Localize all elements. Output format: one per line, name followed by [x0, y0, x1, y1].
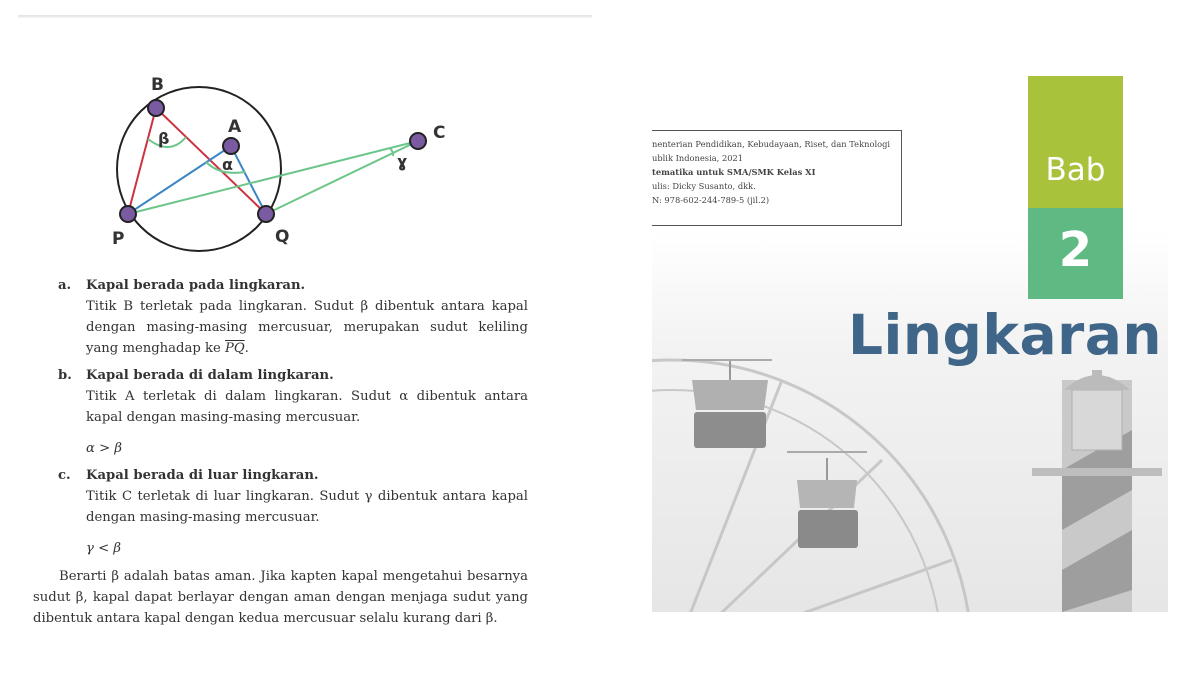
- formula-alpha-beta: α > β: [86, 441, 122, 456]
- item-letter: b.: [58, 368, 72, 383]
- item-b: [58, 365, 528, 459]
- point-a: [223, 138, 239, 154]
- item-text: Titik C terletak di luar lingkaran. Sudut γ dibentuk antara kapal dengan masing-masing mercusuar.: [86, 489, 528, 525]
- item-heading: Kapal berada di luar lingkaran.: [86, 468, 319, 483]
- label-a: A: [228, 117, 242, 137]
- point-p: [120, 206, 136, 222]
- info-line: N: 978-602-244-789-5 (jil.2): [652, 195, 770, 205]
- line-bq: [156, 108, 266, 214]
- circle-outline: [117, 87, 281, 251]
- line-cq: [266, 141, 418, 214]
- info-line: nenterian Pendidikan, Kebudayaan, Riset, dan Teknologi: [652, 139, 891, 149]
- label-q: Q: [275, 227, 290, 247]
- closing-paragraph: Berarti β adalah batas aman. Jika kapten kapal mengetahui besarnya sudut β, kapal dapat berlayar dengan aman dengan menjaga sudut yang dibentuk antara kapal dengan kedua mercusuar selalu kurang dari β.: [33, 569, 528, 626]
- explanation-list: [58, 275, 528, 565]
- item-letter: a.: [58, 278, 72, 293]
- label-alpha: α: [222, 155, 233, 174]
- item-text: Titik A terletak di dalam lingkaran. Sudut α dibentuk antara kapal dengan masing-masing mercusuar.: [86, 389, 528, 425]
- info-line: tematika untuk SMA/SMK Kelas XI: [652, 167, 816, 177]
- formula-gamma-beta: γ < β: [86, 541, 121, 556]
- circle-diagram: [100, 70, 460, 255]
- label-beta: β: [158, 129, 170, 148]
- gondola-2: [787, 452, 867, 548]
- item-text: Titik B terletak pada lingkaran. Sudut β dibentuk antara kapal dengan masing-masing mercusuar, merupakan sudut keliling yang menghadap ke $\overline{PQ}$.: [86, 299, 528, 356]
- arc-pq: $\overline{PQ}$: [224, 341, 245, 356]
- item-heading: Kapal berada di dalam lingkaran.: [86, 368, 334, 383]
- label-c: C: [433, 123, 446, 143]
- point-q: [258, 206, 274, 222]
- point-b: [148, 100, 164, 116]
- info-line: ulis: Dicky Susanto, dkk.: [652, 181, 756, 191]
- label-p: P: [112, 229, 125, 249]
- book-cover: [652, 0, 1168, 612]
- point-c: [410, 133, 426, 149]
- item-a: [58, 275, 528, 359]
- item-heading: Kapal berada pada lingkaran.: [86, 278, 306, 293]
- item-letter: c.: [58, 468, 71, 483]
- label-b: B: [151, 75, 164, 95]
- chapter-title: Lingkaran: [848, 303, 1163, 367]
- label-gamma: ɣ: [397, 152, 408, 171]
- item-c: [58, 465, 528, 559]
- publication-info-box: [652, 130, 902, 226]
- info-line: ublik Indonesia, 2021: [652, 153, 744, 163]
- bab-box: [1028, 76, 1123, 208]
- top-divider: [18, 15, 592, 18]
- lighthouse: [1032, 370, 1162, 612]
- chapter-number: 2: [1058, 222, 1093, 278]
- bab-label: Bab: [1045, 152, 1106, 188]
